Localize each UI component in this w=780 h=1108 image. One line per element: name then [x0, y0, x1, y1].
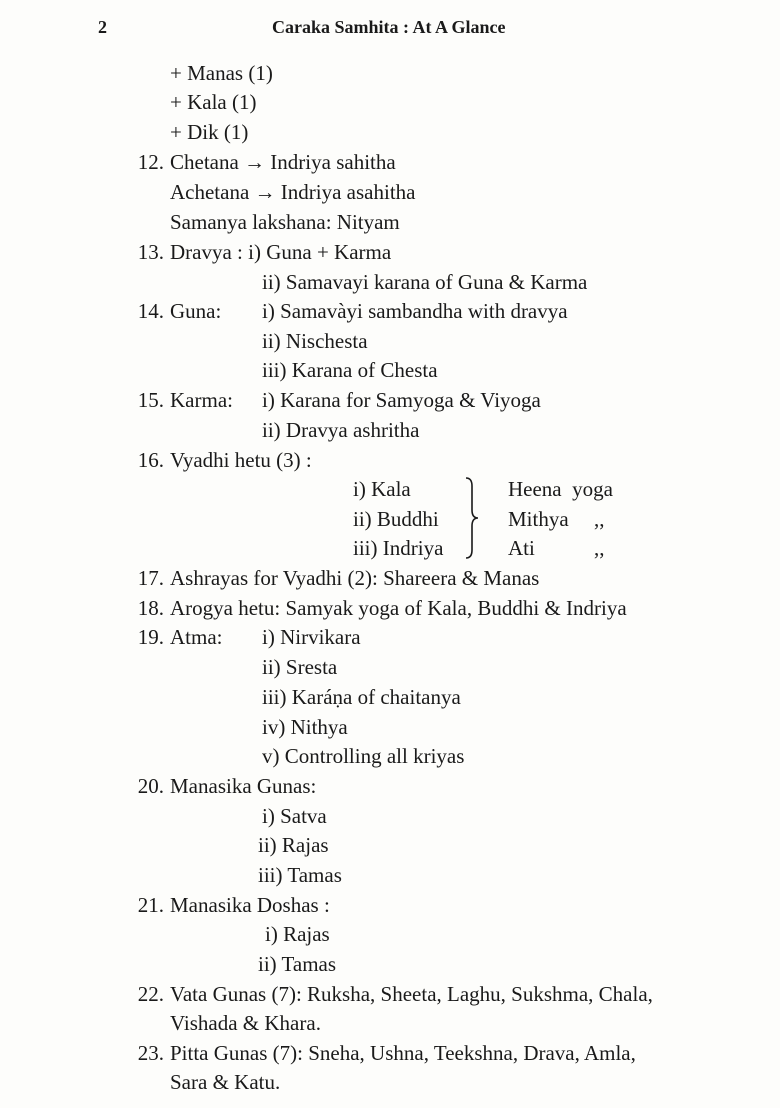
item-number: 13.	[137, 240, 164, 264]
line-text: Achetana → Indriya asahitha	[170, 180, 416, 204]
item-number: 14.	[137, 299, 164, 323]
line-text: i) Satva	[262, 804, 327, 828]
line-text: Vishada & Khara.	[170, 1011, 321, 1035]
line-text: ii) Buddhi	[353, 507, 439, 531]
line-text: + Manas (1)	[170, 61, 273, 85]
line-text: Atma:	[170, 625, 223, 649]
right-brace	[462, 476, 482, 560]
item-number: 19.	[137, 625, 164, 649]
line-text: iv) Nithya	[262, 715, 348, 739]
line-text: ,,	[594, 536, 605, 560]
line-text: iii) Karana of Chesta	[262, 358, 438, 382]
line-text: Ati	[508, 536, 535, 560]
line-text: + Dik (1)	[170, 120, 249, 144]
line-text: iii) Indriya	[353, 536, 444, 560]
line-text: ii) Sresta	[262, 655, 338, 679]
line-text: ii) Samavayi karana of Guna & Karma	[262, 270, 588, 294]
line-text: i) Samavàyi sambandha with dravya	[262, 299, 568, 323]
page-number: 2	[98, 17, 107, 37]
line-text: iii) Karáṇa of chaitanya	[262, 685, 461, 709]
line-text: Heena yoga	[508, 477, 613, 501]
line-text: Manasika Gunas:	[170, 774, 317, 798]
line-text: Vyadhi hetu (3) :	[170, 448, 312, 472]
line-text: ii) Rajas	[258, 833, 329, 857]
line-text: i) Nirvikara	[262, 625, 361, 649]
line-text: ii) Tamas	[258, 952, 337, 976]
line-text: Karma:	[170, 388, 233, 412]
item-number: 22.	[137, 982, 164, 1006]
line-text: ,,	[594, 507, 605, 531]
line-text: Chetana → Indriya sahitha	[170, 150, 396, 174]
line-text: + Kala (1)	[170, 90, 257, 114]
line-text: Ashrayas for Vyadhi (2): Shareera & Manas	[170, 566, 540, 590]
line-text: i) Rajas	[265, 922, 330, 946]
line-text: Vata Gunas (7): Ruksha, Sheeta, Laghu, Sukshma, Chala,	[170, 982, 653, 1006]
line-text: i) Karana for Samyoga & Viyoga	[262, 388, 541, 412]
item-number: 16.	[137, 448, 164, 472]
item-number: 18.	[137, 596, 164, 620]
line-text: Guna:	[170, 299, 222, 323]
line-text: i) Kala	[353, 477, 411, 501]
line-text: Manasika Doshas :	[170, 893, 330, 917]
line-text: Sara & Katu.	[170, 1070, 281, 1094]
running-title: Caraka Samhita : At A Glance	[272, 17, 506, 37]
item-number: 20.	[137, 774, 164, 798]
line-text: Pitta Gunas (7): Sneha, Ushna, Teekshna, Drava, Amla,	[170, 1041, 636, 1065]
item-number: 21.	[137, 893, 164, 917]
line-text: ii) Dravya ashritha	[262, 418, 420, 442]
line-text: Samanya lakshana: Nityam	[170, 210, 400, 234]
line-text: Arogya hetu: Samyak yoga of Kala, Buddhi & Indriya	[170, 596, 627, 620]
line-text: iii) Tamas	[258, 863, 342, 887]
line-text: v) Controlling all kriyas	[262, 744, 465, 768]
line-text: ii) Nischesta	[262, 329, 368, 353]
line-text: Mithya	[508, 507, 569, 531]
item-number: 23.	[137, 1041, 164, 1065]
item-number: 17.	[137, 566, 164, 590]
item-number: 15.	[137, 388, 164, 412]
item-number: 12.	[137, 150, 164, 174]
line-text: Dravya : i) Guna + Karma	[170, 240, 392, 264]
